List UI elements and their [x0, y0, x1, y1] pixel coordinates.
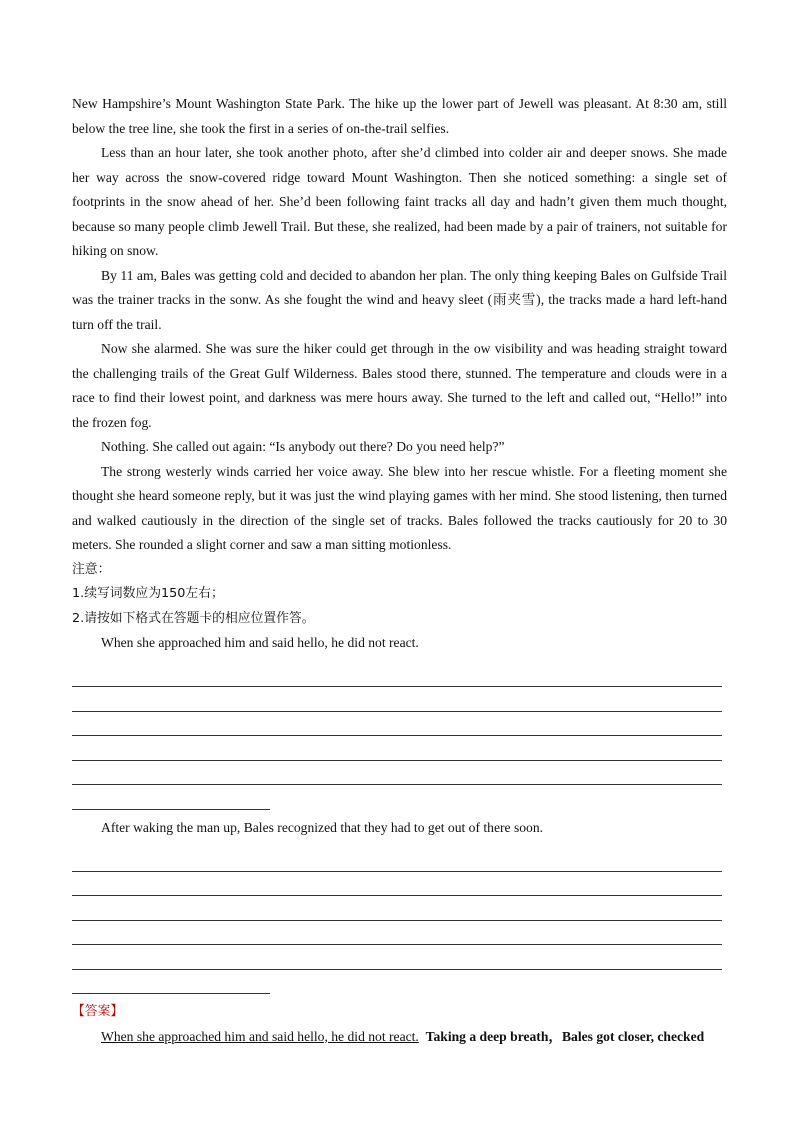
notes-heading: 注意： [72, 561, 111, 577]
writing-line [72, 761, 722, 786]
writing-line [72, 921, 722, 946]
writing-line [72, 736, 722, 761]
answer-text [72, 1025, 727, 1050]
answer-bold-text: Taking a deep breath，Bales got closer, checked [425, 1028, 705, 1044]
answer-underlined-sentence: When she approached him and said hello, he did not react. [101, 1028, 419, 1044]
passage-paragraph-5: Nothing. She called out again: “Is anybody out there? Do you need help?” [101, 439, 505, 454]
passage-paragraph-4: Now she alarmed. She was sure the hiker could get through in the ow visibility and was heading straight toward the challenging trails of the Great Gulf Wilderness. Bales stood there, stunned. The temperature and clouds were in a race to find their lowest point, and darkness was mere hours away. She turned to the left and called out, “Hello!” into the frozen fog. [72, 341, 727, 430]
answer-lines-1 [72, 663, 727, 810]
passage-paragraph-3: By 11 am, Bales was getting cold and decided to abandon her plan. The only thing keeping Bales on Gulfside Trail was the trainer tracks in the sonw. As she fought the wind and heavy sleet (雨夹雪), the tracks made a hard left-hand turn off the trail. [72, 267, 727, 332]
writing-line [72, 896, 722, 921]
notes-item-2: 2.请按如下格式在答题卡的相应位置作答。 [72, 610, 315, 626]
prompt-paragraph-1: When she approached him and said hello, he did not react. [101, 635, 419, 650]
writing-line [72, 847, 722, 872]
writing-line-short [72, 785, 270, 810]
notes-item-1: 1.续写词数应为150左右； [72, 586, 224, 601]
document-page [72, 92, 727, 1049]
passage-paragraph-6: The strong westerly winds carried her voice away. She blew into her rescue whistle. For a fleeting moment she thought she heard someone reply, but it was just the wind playing games with her mind. She stood listening, then turned and walked cautiously in the direction of the single set of tracks. Bales followed the tracks cautiously for 20 to 30 meters. She rounded a slight corner and saw a man sitting motionless. [72, 463, 727, 552]
writing-line [72, 945, 722, 970]
writing-line [72, 712, 722, 737]
answer-tag: 【答案】 [72, 1004, 124, 1019]
passage-paragraph-2: Less than an hour later, she took another photo, after she’d climbed into colder air and deeper snows. She made her way across the snow-covered ridge toward Mount Washington. Then she noticed something: a single set of footprints in the snow ahead of her. She’d been following faint tracks all day and hadn’t given them much thought, because so many people climb Jewell Trail. But these, she realized, had been made by a pair of trainers, not suitable for hiking on snow. [72, 145, 727, 258]
writing-line [72, 687, 722, 712]
writing-line [72, 872, 722, 897]
passage-paragraph-1: New Hampshire’s Mount Washington State Park. The hike up the lower part of Jewell was pleasant. At 8:30 am, still below the tree line, she took the first in a series of on-the-trail selfies. [72, 96, 727, 136]
answer-lines-2 [72, 847, 727, 994]
writing-line [72, 663, 722, 688]
writing-line-short [72, 970, 270, 995]
prompt-paragraph-2: After waking the man up, Bales recognized that they had to get out of there soon. [101, 819, 544, 835]
